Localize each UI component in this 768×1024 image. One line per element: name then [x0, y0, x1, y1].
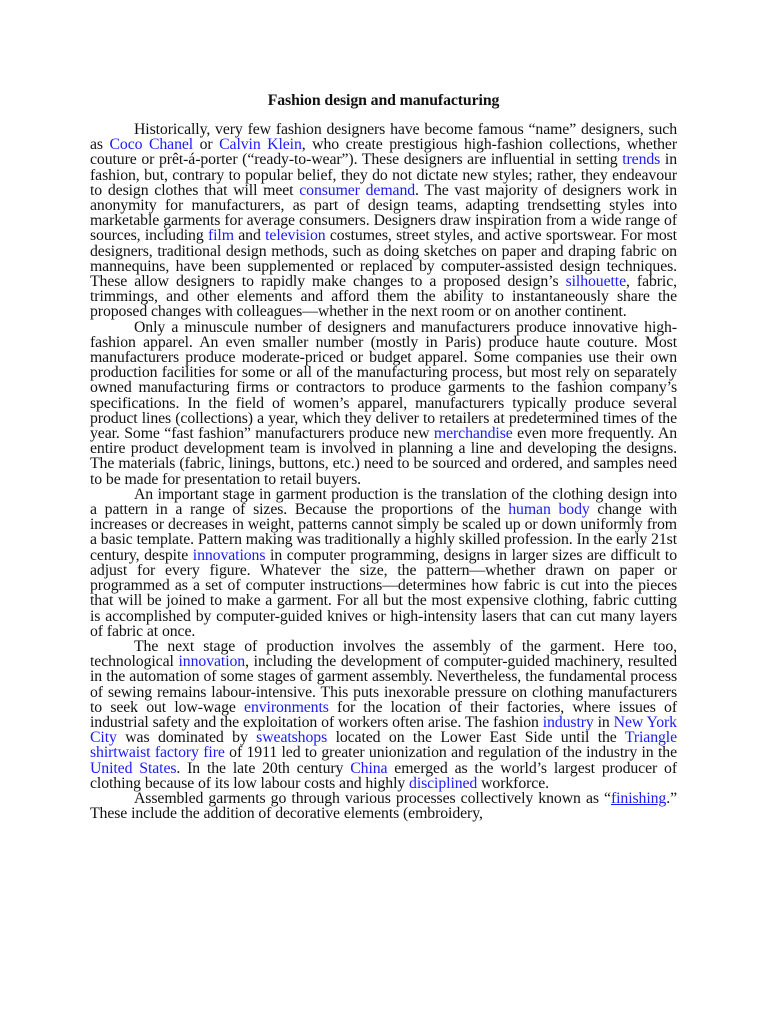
paragraph-text: An important stage in garment production is the translation of the clothing design into a pattern in a range of sizes. Because the proportions of the	[90, 485, 677, 519]
hyperlink[interactable]: consumer demand	[299, 181, 416, 199]
paragraph-text: , fabric, trimmings, and other elements and afford them the ability to instantaneously share the proposed changes with colleagues—whether in the next room or on another continent.	[90, 273, 677, 321]
paragraph	[90, 320, 677, 487]
paragraph-text: The next stage of production involves the assembly of the garment. Here too, technological	[90, 637, 677, 671]
paragraph-text: costumes, street styles, and active sportswear. For most designers, traditional design methods, such as doing sketches on paper and draping fabric on mannequins, have been supplemented or replaced by computer-assisted design techniques. These allow designers to rapidly make changes to a proposed design’s	[90, 227, 677, 291]
hyperlink[interactable]: innovation	[178, 653, 246, 671]
paragraph-text: Historically, very few fashion designers have become famous “name” designers, such as	[90, 121, 677, 154]
hyperlink[interactable]: innovations	[192, 546, 266, 564]
paragraph-text: Only a minuscule number of designers and manufacturers produce innovative high-fashion apparel. An even smaller number (mostly in Paris) produce haute couture. Most manufacturers produce moderate-priced or budget apparel. Some companies use their own production facilities for some or all of the manufacturing process, but most rely on separately owned manufacturing firms or contractors to produce garments to the fashion company’s specifications. In the field of women’s apparel, manufacturers typically produce several product lines (collections) a year, which they deliver to retailers at predetermined times of the year. Some “fast fashion” manufacturers produce new	[90, 318, 677, 443]
paragraph-text: .” These include the addition of decorative elements (embroidery,	[90, 789, 677, 823]
paragraph-text: even more frequently. An entire product development team is involved in planning a line and developing the designs. The materials (fabric, linings, buttons, etc.) need to be sourced and ordered, and samples need to be made for presentation to retail buyers.	[90, 425, 677, 488]
hyperlink[interactable]: silhouette	[565, 273, 626, 291]
paragraph-text: of 1911 led to greater unionization and regulation of the industry in the	[224, 744, 677, 762]
hyperlink[interactable]: sweatshops	[256, 729, 328, 747]
paragraph	[90, 487, 677, 639]
paragraph-text: . In the late 20th century	[176, 759, 351, 777]
paragraph-text: for the location of their factories, where issues of industrial safety and the exploitation of workers often arise. The fashion	[90, 698, 677, 731]
paragraph	[90, 791, 677, 821]
hyperlink[interactable]: Coco Chanel	[109, 136, 194, 154]
hyperlink[interactable]: China	[350, 759, 388, 777]
paragraph-text: change with increases or decreases in weight, patterns cannot simply be scaled up or down uniformly from a basic template. Pattern making was traditionally a highly skilled profession. In the early 21st century, despite	[90, 501, 677, 564]
paragraph-container	[90, 122, 677, 821]
hyperlink[interactable]: Triangle shirtwaist factory fire	[90, 729, 677, 762]
paragraph	[90, 122, 677, 320]
paragraph-text: emerged as the world’s largest producer of clothing because of its low labour costs and highly	[90, 759, 677, 792]
paragraph-text: workforce.	[477, 774, 549, 792]
paragraph-text: was dominated by	[116, 729, 257, 747]
paragraph-text: or	[193, 136, 220, 154]
hyperlink[interactable]: human body	[508, 501, 590, 519]
paragraph-text: and	[233, 227, 266, 245]
hyperlink[interactable]: disciplined	[409, 774, 478, 792]
hyperlink[interactable]: New York City	[90, 713, 677, 747]
paragraph-text: in	[593, 713, 614, 731]
paragraph-text: Assembled garments go through various processes collectively known as “	[134, 789, 611, 807]
hyperlink[interactable]: industry	[542, 713, 594, 731]
hyperlink[interactable]: trends	[622, 151, 661, 169]
hyperlink[interactable]: merchandise	[433, 425, 513, 443]
hyperlink[interactable]: finishing	[610, 789, 667, 807]
hyperlink[interactable]: environments	[244, 698, 329, 716]
hyperlink[interactable]: television	[265, 227, 326, 245]
document-title: Fashion design and manufacturing	[267, 92, 500, 109]
paragraph-text: . The vast majority of designers work in anonymity for manufacturers, as part of design teams, adapting trendsetting styles into marketable garments for average consumers. Designers draw inspiration from a wide range of sources, including	[90, 181, 677, 245]
paragraph-text: in fashion, but, contrary to popular belief, they do not dictate new styles; rather, they endeavour to design clothes that will meet	[90, 151, 678, 199]
hyperlink[interactable]: United States	[90, 759, 177, 777]
hyperlink[interactable]: film	[207, 227, 234, 245]
paragraph	[90, 639, 677, 791]
paragraph-text: , who create prestigious high-fashion collections, whether couture or prêt-á-porter (“ready-to-wear”). These designers are influential in setting	[90, 136, 678, 169]
paragraph-text: located on the Lower East Side until the	[327, 729, 625, 747]
paragraph-text: , including the development of computer-guided machinery, resulted in the automation of some stages of garment assembly. Nevertheless, the fundamental process of sewing remains labour-intensive. This puts inexorable pressure on clothing manufacturers to seek out low-wage	[90, 653, 677, 716]
paragraph-text: in computer programming, designs in larger sizes are difficult to adjust for every figure. Whatever the size, the pattern—whether drawn on paper or programmed as a set of computer instructions—determines how fabric is cut into the pieces that will be joined to make a garment. For all but the most expensive clothing, fabric cutting is accomplished by computer-guided knives or high-intensity lasers that can cut many layers of fabric at once.	[90, 546, 678, 640]
hyperlink[interactable]: Calvin Klein	[219, 136, 302, 154]
document-body	[90, 92, 677, 821]
